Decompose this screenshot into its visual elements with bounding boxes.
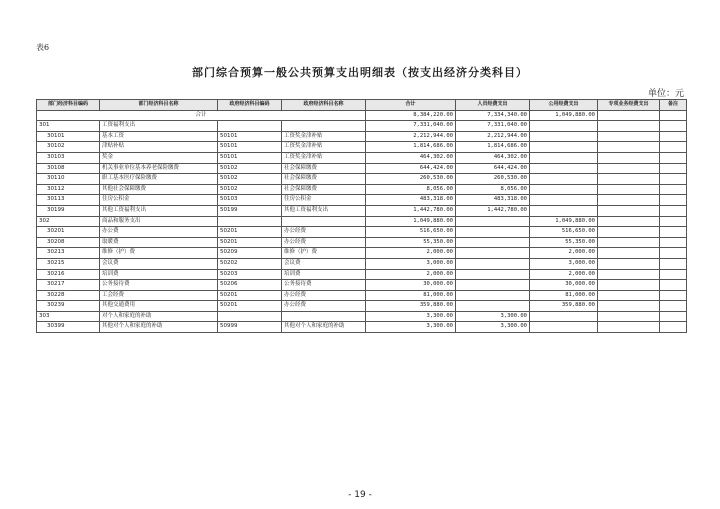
public-cell: 3,000.00 [530, 258, 598, 269]
total-cell: 644,424.00 [366, 163, 456, 174]
public-cell [530, 163, 598, 174]
dept-name-cell: 对个人和家庭的补助 [100, 311, 218, 322]
gov-code-cell: 50202 [218, 258, 282, 269]
gov-name-cell: 办公经费 [282, 227, 366, 238]
public-cell [530, 184, 598, 195]
dept-code-cell: 30102 [37, 142, 100, 153]
dept-code-cell: 30215 [37, 258, 100, 269]
table-row [37, 258, 687, 269]
dept-name-cell: 机关事业单位基本养老保险缴费 [100, 163, 218, 174]
special-cell [598, 205, 660, 216]
dept-code-cell: 30201 [37, 227, 100, 238]
note-cell [660, 269, 687, 280]
dept-code-cell: 30113 [37, 195, 100, 206]
gov-code-cell: 50201 [218, 237, 282, 248]
personnel-cell: 260,530.00 [456, 174, 530, 185]
table-row [37, 290, 687, 301]
note-cell [660, 227, 687, 238]
special-cell [598, 311, 660, 322]
total-amount: 8,384,220.00 [366, 110, 456, 121]
dept-name-cell: 其他工资福利支出 [100, 205, 218, 216]
note-cell [660, 311, 687, 322]
gov-name-cell: 办公经费 [282, 237, 366, 248]
header-gov-code: 政府经济科目编码 [218, 100, 282, 111]
special-cell [598, 258, 660, 269]
gov-name-cell: 其他对个人和家庭的补助 [282, 322, 366, 333]
dept-code-cell: 30213 [37, 248, 100, 259]
unit-label: 单位：元 [647, 89, 684, 99]
personnel-cell [456, 290, 530, 301]
gov-name-cell: 住房公积金 [282, 195, 366, 206]
special-cell [598, 248, 660, 259]
special-cell [598, 290, 660, 301]
personnel-cell: 464,302.00 [456, 152, 530, 163]
gov-name-cell [282, 216, 366, 227]
note-cell [660, 322, 687, 333]
public-cell [530, 131, 598, 142]
gov-code-cell: 50101 [218, 152, 282, 163]
gov-code-cell: 50101 [218, 142, 282, 153]
header-total: 合计 [366, 100, 456, 111]
total-cell: 1,442,780.00 [366, 205, 456, 216]
total-cell: 1,814,686.00 [366, 142, 456, 153]
header-special: 专项业务经费支出 [598, 100, 660, 111]
gov-name-cell: 办公经费 [282, 290, 366, 301]
dept-code-cell: 30216 [37, 269, 100, 280]
table-row [37, 152, 687, 163]
dept-code-cell: 30108 [37, 163, 100, 174]
table-row [37, 216, 687, 227]
personnel-cell [456, 269, 530, 280]
special-cell [598, 184, 660, 195]
gov-name-cell [282, 311, 366, 322]
personnel-cell [456, 248, 530, 259]
total-cell: 3,300.00 [366, 311, 456, 322]
dept-code-cell: 301 [37, 121, 100, 132]
special-cell [598, 280, 660, 291]
total-cell: 464,302.00 [366, 152, 456, 163]
gov-name-cell: 其他工资福利支出 [282, 205, 366, 216]
personnel-cell: 1,442,780.00 [456, 205, 530, 216]
personnel-cell: 8,056.00 [456, 184, 530, 195]
dept-code-cell: 303 [37, 311, 100, 322]
gov-code-cell: 50999 [218, 322, 282, 333]
dept-code-cell: 30208 [37, 237, 100, 248]
special-cell [598, 269, 660, 280]
special-cell [598, 227, 660, 238]
dept-name-cell: 会议费 [100, 258, 218, 269]
table-row [37, 195, 687, 206]
personnel-cell: 483,318.00 [456, 195, 530, 206]
note-cell [660, 142, 687, 153]
gov-name-cell: 社会保障缴费 [282, 163, 366, 174]
table-row [37, 184, 687, 195]
personnel-cell [456, 301, 530, 312]
table-row [37, 280, 687, 291]
page-number: - 19 - [348, 490, 372, 500]
header-personnel: 人员经费支出 [456, 100, 530, 111]
table-row [37, 121, 687, 132]
note-cell [660, 216, 687, 227]
note-cell [660, 290, 687, 301]
page-title: 部门综合预算一般公共预算支出明细表（按支出经济分类科目） [192, 66, 528, 79]
dept-code-cell: 30217 [37, 280, 100, 291]
dept-name-cell: 其他社会保障缴费 [100, 184, 218, 195]
note-cell [660, 152, 687, 163]
special-cell [598, 142, 660, 153]
gov-name-cell: 公务接待费 [282, 280, 366, 291]
personnel-cell: 644,424.00 [456, 163, 530, 174]
dept-code-cell: 30199 [37, 205, 100, 216]
gov-name-cell [282, 121, 366, 132]
dept-name-cell: 商品和服务支出 [100, 216, 218, 227]
total-cell: 30,000.00 [366, 280, 456, 291]
table-row [37, 237, 687, 248]
total-cell: 7,331,040.00 [366, 121, 456, 132]
header-dept-code: 部门经济科目编码 [37, 100, 100, 111]
dept-code-cell: 302 [37, 216, 100, 227]
public-cell [530, 195, 598, 206]
public-cell [530, 174, 598, 185]
dept-name-cell: 取暖费 [100, 237, 218, 248]
dept-name-cell: 住房公积金 [100, 195, 218, 206]
public-cell: 2,000.00 [530, 269, 598, 280]
total-cell: 3,000.00 [366, 258, 456, 269]
gov-name-cell: 工资奖金津补贴 [282, 142, 366, 153]
dept-name-cell: 工会经费 [100, 290, 218, 301]
special-cell [598, 163, 660, 174]
note-cell [660, 131, 687, 142]
gov-name-cell: 社会保障缴费 [282, 174, 366, 185]
note-cell [660, 184, 687, 195]
table-row [37, 142, 687, 153]
header-note: 备注 [660, 100, 687, 111]
public-cell: 55,350.00 [530, 237, 598, 248]
header-dept-name: 部门经济科目名称 [100, 100, 218, 111]
personnel-cell: 2,212,944.00 [456, 131, 530, 142]
dept-code-cell: 30110 [37, 174, 100, 185]
dept-name-cell: 奖金 [100, 152, 218, 163]
total-public: 1,049,880.00 [530, 110, 598, 121]
public-cell: 30,000.00 [530, 280, 598, 291]
table-row [37, 174, 687, 185]
personnel-cell [456, 280, 530, 291]
table-number-label: 表6 [36, 43, 50, 52]
dept-name-cell: 公务接待费 [100, 280, 218, 291]
total-note [660, 110, 687, 121]
table-row [37, 248, 687, 259]
gov-name-cell: 工资奖金津补贴 [282, 152, 366, 163]
dept-name-cell: 职工基本医疗保险缴费 [100, 174, 218, 185]
gov-code-cell: 50206 [218, 280, 282, 291]
total-cell: 260,530.00 [366, 174, 456, 185]
special-cell [598, 174, 660, 185]
public-cell [530, 311, 598, 322]
dept-code-cell: 30228 [37, 290, 100, 301]
gov-name-cell: 维修（护）费 [282, 248, 366, 259]
total-special [598, 110, 660, 121]
dept-code-cell: 30103 [37, 152, 100, 163]
personnel-cell: 3,300.00 [456, 322, 530, 333]
note-cell [660, 205, 687, 216]
special-cell [598, 131, 660, 142]
gov-name-cell: 办公经费 [282, 301, 366, 312]
gov-name-cell: 会议费 [282, 258, 366, 269]
note-cell [660, 280, 687, 291]
header-gov-name: 政府经济科目名称 [282, 100, 366, 111]
personnel-cell [456, 216, 530, 227]
header-public: 公用经费支出 [530, 100, 598, 111]
table-row [37, 227, 687, 238]
table-row [37, 205, 687, 216]
personnel-cell: 7,331,040.00 [456, 121, 530, 132]
gov-code-cell: 50103 [218, 195, 282, 206]
dept-name-cell: 培训费 [100, 269, 218, 280]
public-cell: 2,000.00 [530, 248, 598, 259]
personnel-cell [456, 227, 530, 238]
gov-code-cell: 50201 [218, 301, 282, 312]
gov-name-cell: 社会保障缴费 [282, 184, 366, 195]
gov-code-cell: 50102 [218, 174, 282, 185]
note-cell [660, 163, 687, 174]
table-row [37, 311, 687, 322]
total-cell: 1,049,880.00 [366, 216, 456, 227]
gov-code-cell: 50199 [218, 205, 282, 216]
public-cell [530, 152, 598, 163]
total-cell: 2,000.00 [366, 269, 456, 280]
public-cell: 1,049,880.00 [530, 216, 598, 227]
dept-name-cell: 其他交通费用 [100, 301, 218, 312]
gov-code-cell [218, 216, 282, 227]
note-cell [660, 174, 687, 185]
special-cell [598, 195, 660, 206]
special-cell [598, 216, 660, 227]
public-cell: 81,000.00 [530, 290, 598, 301]
special-cell [598, 322, 660, 333]
expenditure-detail-table [36, 99, 687, 333]
total-cell: 55,350.00 [366, 237, 456, 248]
public-cell [530, 322, 598, 333]
dept-name-cell: 办公费 [100, 227, 218, 238]
dept-code-cell: 30101 [37, 131, 100, 142]
gov-code-cell: 50102 [218, 163, 282, 174]
dept-name-cell: 津贴补贴 [100, 142, 218, 153]
personnel-cell: 3,300.00 [456, 311, 530, 322]
total-cell: 3,300.00 [366, 322, 456, 333]
special-cell [598, 301, 660, 312]
table-row [37, 301, 687, 312]
gov-code-cell [218, 311, 282, 322]
table-row [37, 322, 687, 333]
table-row [37, 163, 687, 174]
public-cell: 516,650.00 [530, 227, 598, 238]
special-cell [598, 121, 660, 132]
note-cell [660, 195, 687, 206]
table-row [37, 269, 687, 280]
total-personnel: 7,334,340.00 [456, 110, 530, 121]
dept-name-cell: 基本工资 [100, 131, 218, 142]
personnel-cell [456, 258, 530, 269]
note-cell [660, 237, 687, 248]
public-cell [530, 142, 598, 153]
personnel-cell [456, 237, 530, 248]
note-cell [660, 258, 687, 269]
dept-name-cell: 工资福利支出 [100, 121, 218, 132]
public-cell: 359,880.00 [530, 301, 598, 312]
gov-code-cell: 50201 [218, 290, 282, 301]
gov-code-cell: 50209 [218, 248, 282, 259]
note-cell [660, 248, 687, 259]
dept-code-cell: 30239 [37, 301, 100, 312]
total-cell: 359,880.00 [366, 301, 456, 312]
gov-code-cell: 50201 [218, 227, 282, 238]
total-cell: 483,318.00 [366, 195, 456, 206]
total-cell: 516,650.00 [366, 227, 456, 238]
gov-name-cell: 工资奖金津补贴 [282, 131, 366, 142]
dept-name-cell: 维修（护）费 [100, 248, 218, 259]
total-label: 合计 [37, 110, 366, 121]
public-cell [530, 121, 598, 132]
special-cell [598, 237, 660, 248]
dept-code-cell: 30399 [37, 322, 100, 333]
note-cell [660, 301, 687, 312]
total-cell: 2,212,944.00 [366, 131, 456, 142]
gov-code-cell [218, 121, 282, 132]
note-cell [660, 121, 687, 132]
table-row [37, 131, 687, 142]
special-cell [598, 152, 660, 163]
total-row [37, 110, 687, 121]
personnel-cell: 1,814,686.00 [456, 142, 530, 153]
table-header-row [37, 100, 687, 111]
gov-code-cell: 50203 [218, 269, 282, 280]
dept-name-cell: 其他对个人和家庭的补助 [100, 322, 218, 333]
dept-code-cell: 30112 [37, 184, 100, 195]
public-cell [530, 205, 598, 216]
total-cell: 2,000.00 [366, 248, 456, 259]
gov-code-cell: 50102 [218, 184, 282, 195]
gov-code-cell: 50101 [218, 131, 282, 142]
gov-name-cell: 培训费 [282, 269, 366, 280]
total-cell: 81,000.00 [366, 290, 456, 301]
total-cell: 8,056.00 [366, 184, 456, 195]
